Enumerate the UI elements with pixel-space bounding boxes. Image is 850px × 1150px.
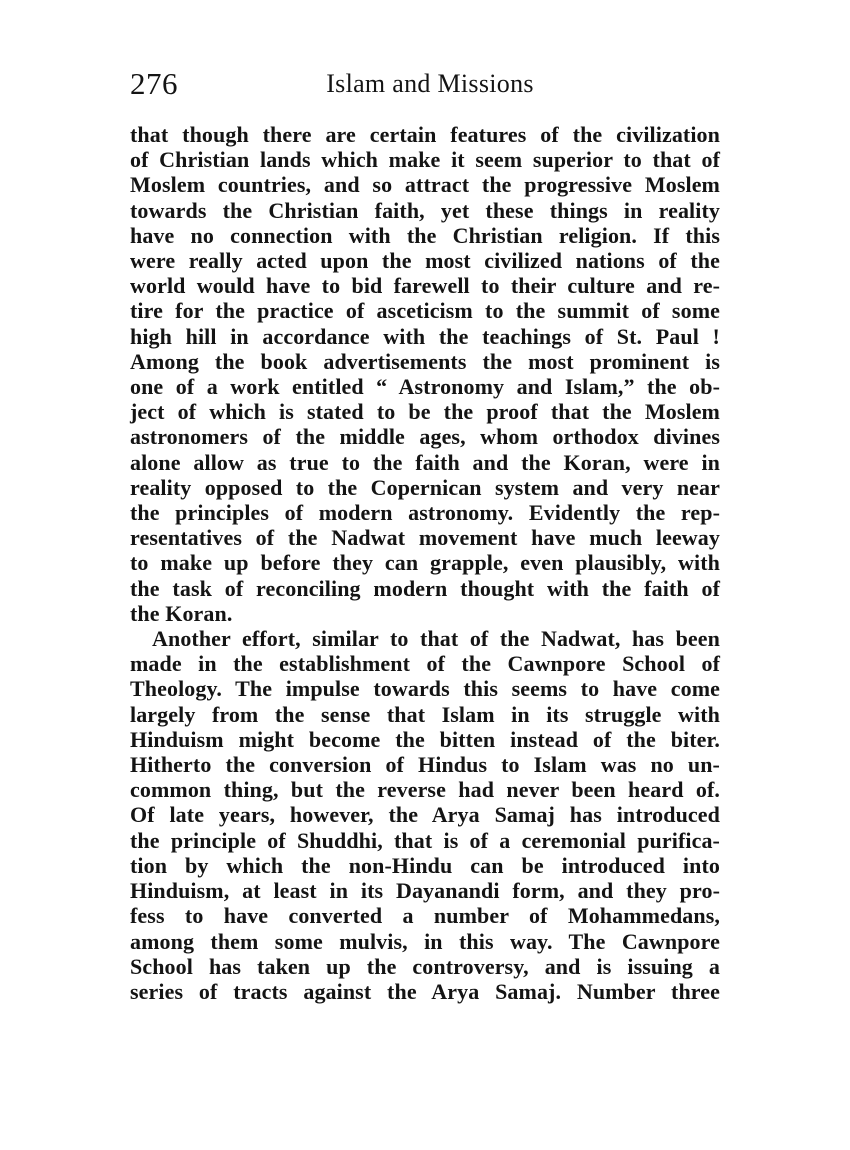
text-line: Hitherto the conversion of Hindus to Islam was no un- — [130, 752, 720, 778]
text-line: resentatives of the Nadwat movement have much leeway — [130, 525, 720, 551]
text-line: fess to have converted a number of Mohammedans, — [130, 903, 720, 929]
text-line: world would have to bid farewell to their culture and re- — [130, 273, 720, 299]
paragraph-first-line: Another effort, similar to that of the Nadwat, has been — [152, 626, 720, 652]
running-title: Islam and Missions — [326, 69, 534, 98]
text-line: Of late years, however, the Arya Samaj has introduced — [130, 802, 720, 828]
text-line: Hinduism, at least in its Dayanandi form, and they pro- — [130, 878, 720, 904]
text-line: the principles of modern astronomy. Evidently the rep- — [130, 500, 720, 526]
text-line: of Christian lands which make it seem superior to that of — [130, 147, 720, 173]
text-line: made in the establishment of the Cawnpore School of — [130, 651, 720, 677]
text-line: high hill in accordance with the teachings of St. Paul ! — [130, 323, 720, 349]
body-text — [130, 122, 720, 1004]
text-line: Hinduism might become the bitten instead of the biter. — [130, 726, 720, 752]
text-line: the principle of Shuddhi, that is of a ceremonial purifica- — [130, 827, 720, 853]
text-line: the Koran. — [130, 600, 233, 626]
text-line: common thing, but the reverse had never been heard of. — [130, 777, 720, 803]
page-number: 276 — [130, 66, 178, 101]
text-line: ject of which is stated to be the proof that the Moslem — [130, 399, 720, 425]
text-line: tion by which the non-Hindu can be introduced into — [130, 852, 720, 878]
text-line: astronomers of the middle ages, whom orthodox divines — [130, 424, 720, 450]
text-line: tire for the practice of asceticism to the summit of some — [130, 298, 720, 324]
text-line: School has taken up the controversy, and is issuing a — [130, 953, 720, 979]
text-line: one of a work entitled “ Astronomy and Islam,” the ob- — [130, 374, 720, 400]
text-line: alone allow as true to the faith and the Koran, were in — [130, 449, 720, 475]
text-line: Moslem countries, and so attract the progressive Moslem — [130, 172, 720, 198]
text-line: reality opposed to the Copernican system and very near — [130, 474, 720, 500]
text-line: to make up before they can grapple, even plausibly, with — [130, 550, 720, 576]
text-line: Among the book advertisements the most prominent is — [130, 348, 720, 374]
text-line: among them some mulvis, in this way. The Cawnpore — [130, 928, 720, 954]
text-line: Theology. The impulse towards this seems to have come — [130, 676, 720, 702]
text-line: series of tracts against the Arya Samaj. Number three — [130, 978, 720, 1004]
text-line: that though there are certain features of the civilization — [130, 122, 720, 147]
text-line: towards the Christian faith, yet these things in reality — [130, 197, 720, 223]
text-line: were really acted upon the most civilized nations of the — [130, 248, 720, 274]
page-header — [130, 62, 730, 112]
text-line: have no connection with the Christian religion. If this — [130, 222, 720, 248]
text-line: largely from the sense that Islam in its struggle with — [130, 701, 720, 727]
text-line: the task of reconciling modern thought with the faith of — [130, 575, 720, 601]
